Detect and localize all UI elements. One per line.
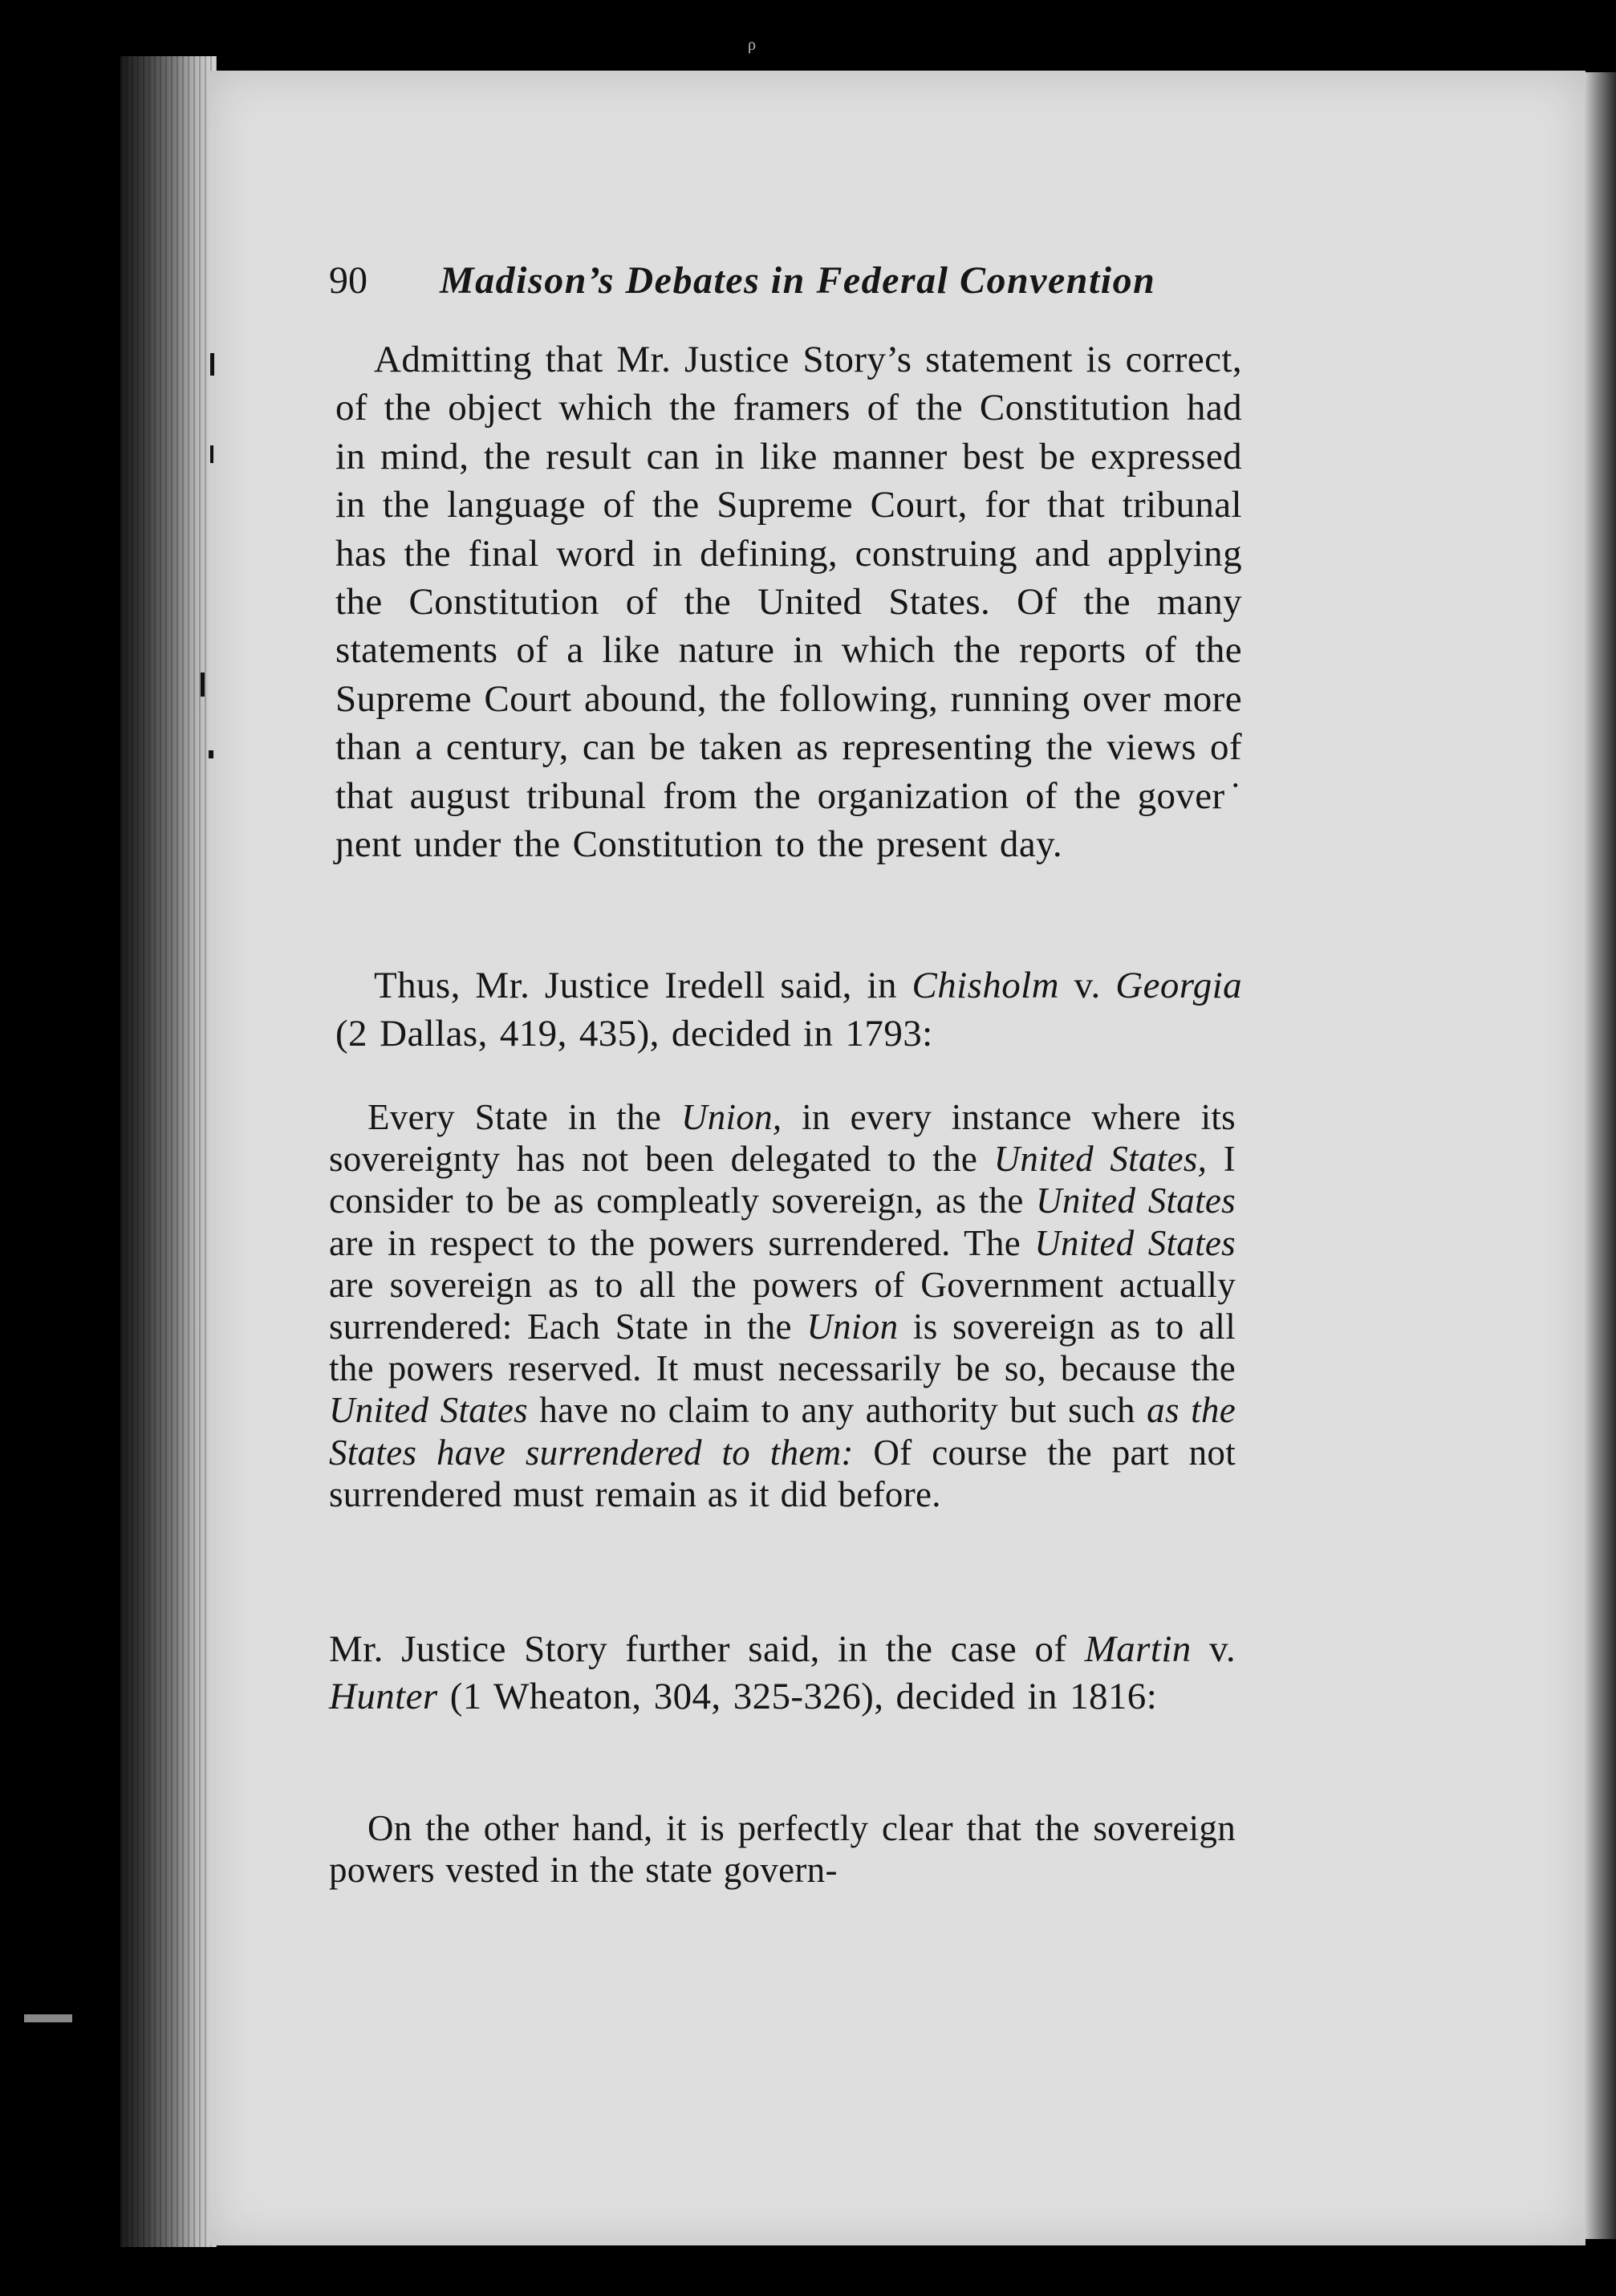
text-run: in every instance where its sovereignty has not been delegated to the xyxy=(329,1097,1236,1180)
case-name: Martin xyxy=(1084,1628,1192,1670)
text-run: I consider to be as compleatly sovereign, as the xyxy=(329,1139,1236,1221)
scan-speck xyxy=(210,353,214,376)
text-run: Of course the part not surrendered must remain as it did before. xyxy=(329,1432,1236,1514)
scan-speck xyxy=(201,673,205,697)
case-name: Hunter xyxy=(329,1676,438,1717)
italic-run: Union, xyxy=(680,1097,782,1137)
italic-run: as the States have surrendered to them: xyxy=(329,1390,1236,1473)
text-run: v. xyxy=(1058,965,1116,1006)
text-run: (1 Wheaton, 304, 325-326), decided in 1816: xyxy=(437,1676,1158,1717)
paragraph-3 xyxy=(329,1626,1236,1721)
case-name: Georgia xyxy=(1115,965,1242,1006)
text-run: v. xyxy=(1191,1628,1236,1670)
italic-run: United States xyxy=(1034,1222,1236,1263)
text-run: are in respect to the powers surrendered. The xyxy=(329,1222,1035,1263)
italic-run: United States xyxy=(1036,1181,1236,1221)
quote-text xyxy=(329,1096,1236,1515)
block-quote-2 xyxy=(329,1807,1236,1891)
italic-run: Union xyxy=(806,1306,899,1347)
paragraph-1 xyxy=(335,335,1242,868)
book-title: Madison’s Debates in Federal Convention xyxy=(440,259,1156,302)
book-spine-edge xyxy=(120,56,217,2247)
scan-speck xyxy=(210,445,213,463)
paragraph-text xyxy=(329,1626,1236,1721)
text-run: Every State in the xyxy=(367,1097,681,1137)
text-run: have no claim to any authority but such xyxy=(527,1390,1147,1431)
text-run: (2 Dallas, 419, 435), decided in 1793: xyxy=(335,1013,933,1055)
right-page-edge xyxy=(1584,72,1616,2239)
page-edge-marks xyxy=(120,56,217,2247)
quote-text: On the other hand, it is perfectly clear that the sovereign powers vested in the state govern- xyxy=(329,1808,1236,1891)
text-run: Mr. Justice Story further said, in the case of xyxy=(329,1628,1085,1670)
paragraph-text xyxy=(335,961,1242,1059)
paragraph-2 xyxy=(335,961,1242,1059)
scan-speck xyxy=(209,750,213,758)
block-quote-1 xyxy=(329,1096,1236,1515)
italic-run: United States xyxy=(329,1390,528,1431)
text-run: is sovereign as to all the powers reserved. It must necessarily be so, because the xyxy=(329,1306,1236,1389)
case-name: Chisholm xyxy=(912,965,1059,1006)
running-head xyxy=(329,257,1220,305)
scan-mark: ρ xyxy=(748,36,756,54)
text-run: Thus, Mr. Justice Iredell said, in xyxy=(374,965,912,1006)
page-number: 90 xyxy=(329,259,367,302)
paragraph-text: Admitting that Mr. Justice Story’s statement is correct, of the object which the framers of the Constitution had in mind, the result can in like manner best be expressed in the language of the Supreme Court, for that tribunal has the final word in defining, construing and applying the Constitution of the United States. Of the many statements of a like nature in which the reports of the Supreme Court abound, the following, running over more than a century, can be taken as representing the views of that august tribunal from the organization of the gover˙ ɲent under the Constitution to the present day. xyxy=(335,339,1242,866)
scan-speck xyxy=(24,2014,72,2022)
text-run: are sovereign as to all the powers of Government actually surrendered: Each State in the xyxy=(329,1264,1236,1347)
italic-run: United States, xyxy=(993,1139,1208,1180)
